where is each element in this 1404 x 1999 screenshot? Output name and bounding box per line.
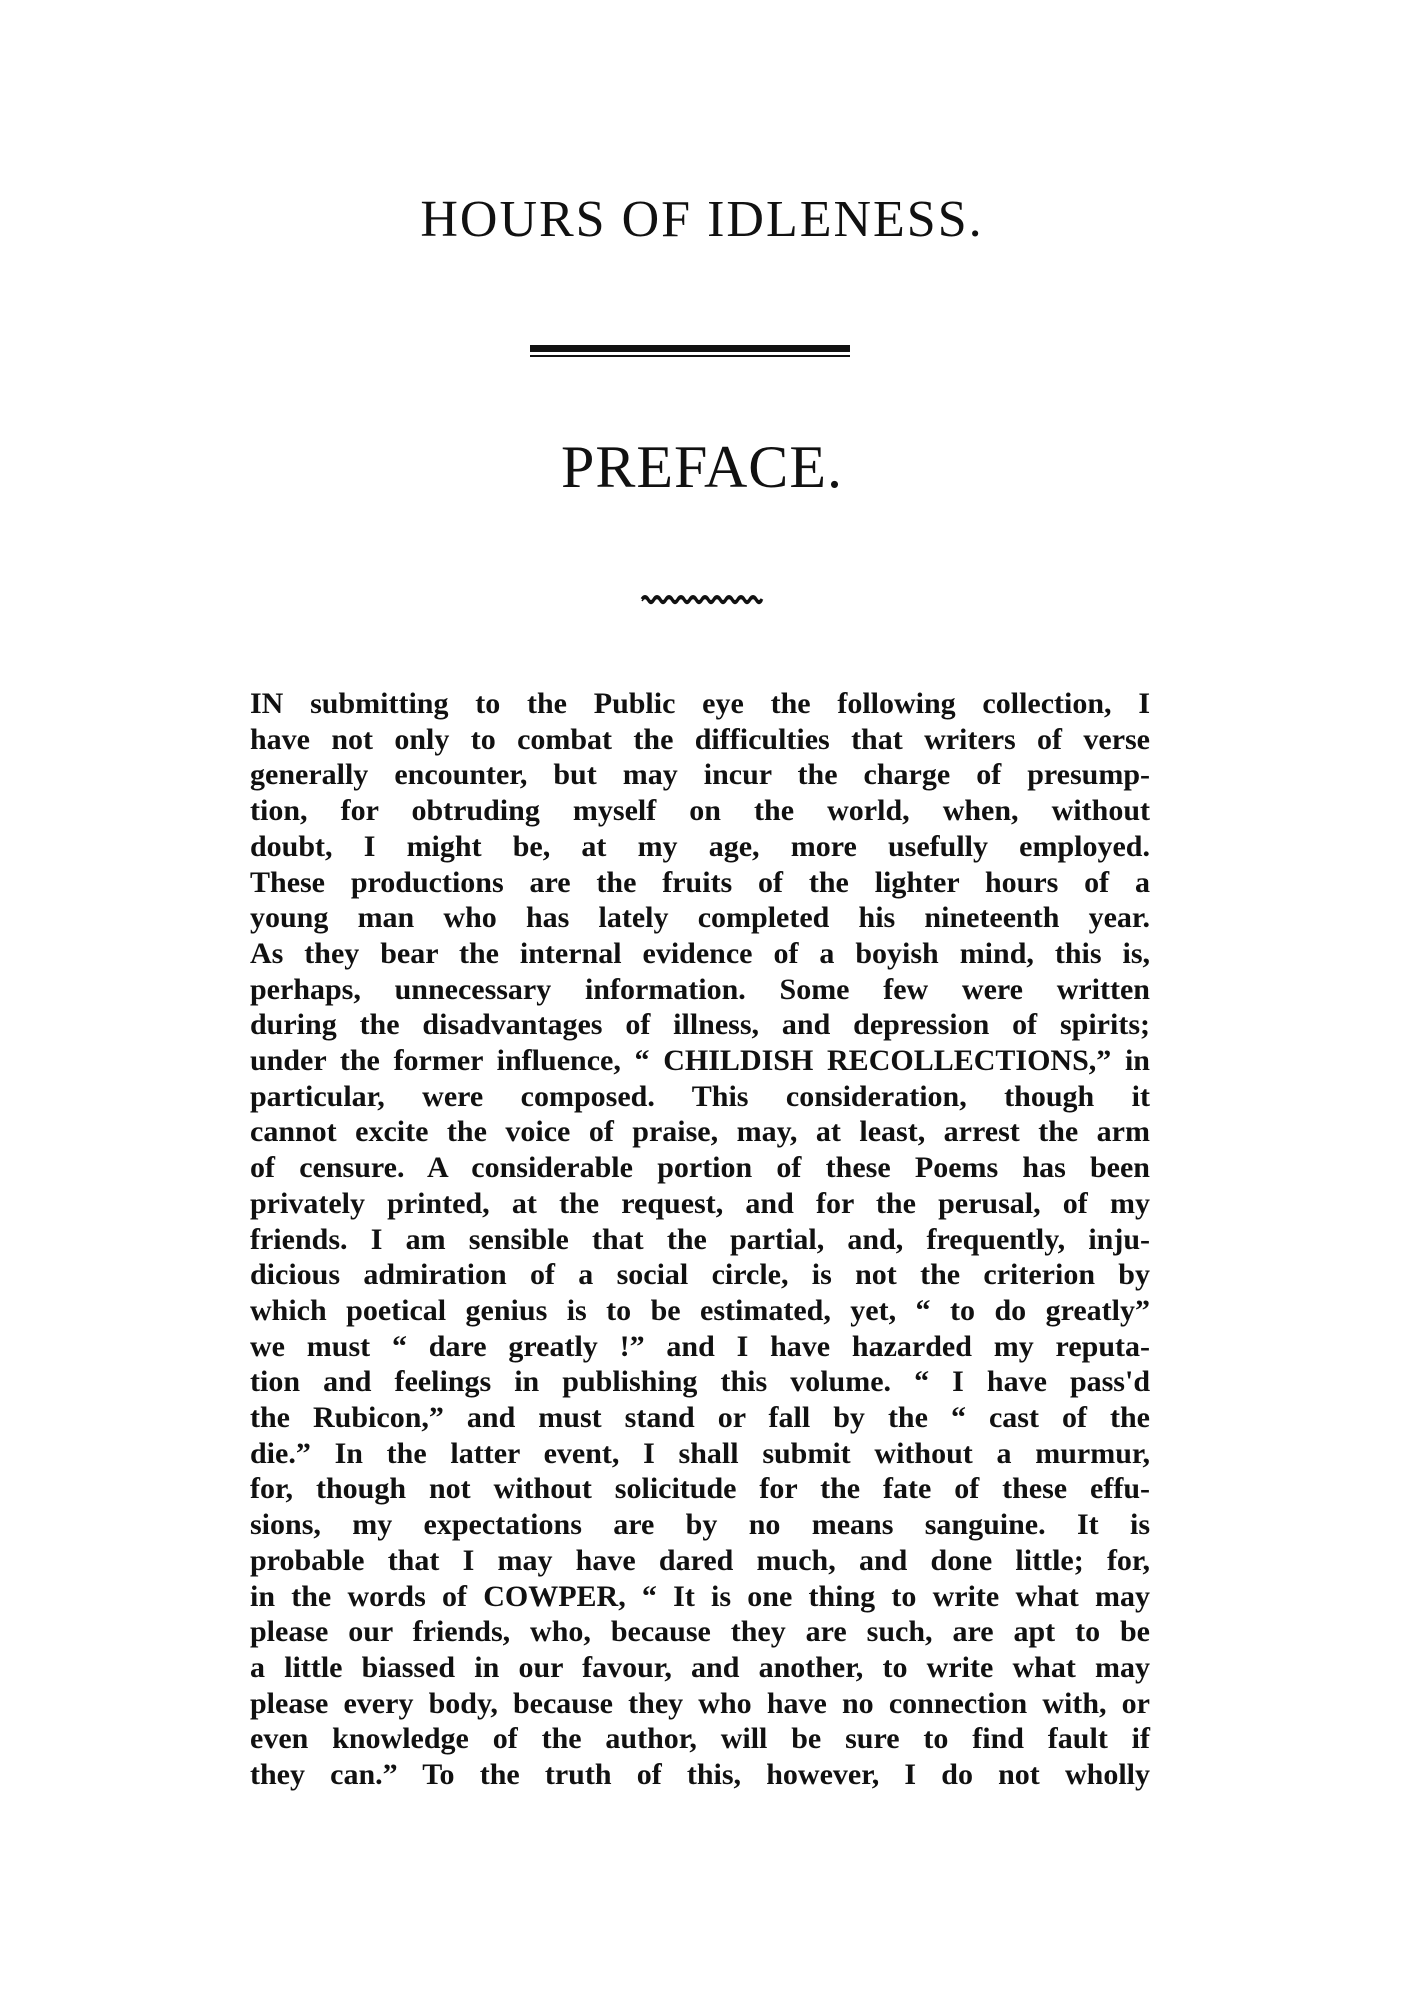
preface-line: we must “ dare greatly !” and I have hazarded my reputa- [250, 1329, 1150, 1363]
preface-line: sions, my expectations are by no means sanguine. It is [250, 1508, 1150, 1542]
preface-line: doubt, I might be, at my age, more usefully employed. [250, 829, 1150, 863]
preface-line: These productions are the fruits of the lighter hours of a [250, 865, 1150, 899]
preface-line: the Rubicon,” and must stand or fall by the “ cast of the [250, 1401, 1150, 1435]
preface-line: die.” In the latter event, I shall submit without a murmur, [250, 1436, 1150, 1470]
preface-line: generally encounter, but may incur the charge of presump- [250, 758, 1150, 792]
preface-line: privately printed, at the request, and for the perusal, of my [250, 1186, 1150, 1220]
preface-line: young man who has lately completed his nineteenth year. [250, 901, 1150, 935]
preface-line: under the former influence, “ CHILDISH RECOLLECTIONS,” in [250, 1044, 1150, 1078]
preface-line: cannot excite the voice of praise, may, at least, arrest the arm [250, 1115, 1150, 1149]
preface-line: perhaps, unnecessary information. Some few were written [250, 972, 1150, 1006]
preface-line: tion, for obtruding myself on the world, when, without [250, 794, 1150, 828]
section-title: PREFACE. [561, 434, 843, 500]
wavy-rule-ornament-icon [640, 592, 764, 606]
preface-line: have not only to combat the difficulties that writers of verse [250, 722, 1150, 756]
double-rule-divider [530, 345, 850, 359]
preface-line: during the disadvantages of illness, and depression of spirits; [250, 1008, 1150, 1042]
preface-line: please every body, because they who have no connection with, or [250, 1686, 1150, 1720]
preface-line: of censure. A considerable portion of these Poems has been [250, 1151, 1150, 1185]
preface-line: which poetical genius is to be estimated, yet, “ to do greatly” [250, 1293, 1150, 1327]
preface-line: IN submitting to the Public eye the following collection, I [250, 687, 1150, 720]
rule-thick-line [530, 345, 850, 352]
preface-line: friends. I am sensible that the partial, and, frequently, inju- [250, 1222, 1150, 1256]
preface-line: please our friends, who, because they are such, are apt to be [250, 1615, 1150, 1649]
preface-line: in the words of COWPER, “ It is one thing to write what may [250, 1579, 1150, 1613]
preface-body [250, 686, 1150, 1793]
preface-line: for, though not without solicitude for the fate of these effu- [250, 1472, 1150, 1506]
preface-line: tion and feelings in publishing this volume. “ I have pass'd [250, 1365, 1150, 1399]
book-title: HOURS OF IDLENESS. [420, 191, 984, 248]
preface-line: they can.” To the truth of this, however, I do not wholly [250, 1758, 1150, 1792]
preface-line: dicious admiration of a social circle, is not the criterion by [250, 1258, 1150, 1292]
preface-line: particular, were composed. This consideration, though it [250, 1079, 1150, 1113]
preface-line: As they bear the internal evidence of a boyish mind, this is, [250, 936, 1150, 970]
preface-line: even knowledge of the author, will be sure to find fault if [250, 1722, 1150, 1756]
preface-line: probable that I may have dared much, and done little; for, [250, 1543, 1150, 1577]
preface-line: a little biassed in our favour, and another, to write what may [250, 1650, 1150, 1684]
rule-thin-line [530, 355, 850, 357]
